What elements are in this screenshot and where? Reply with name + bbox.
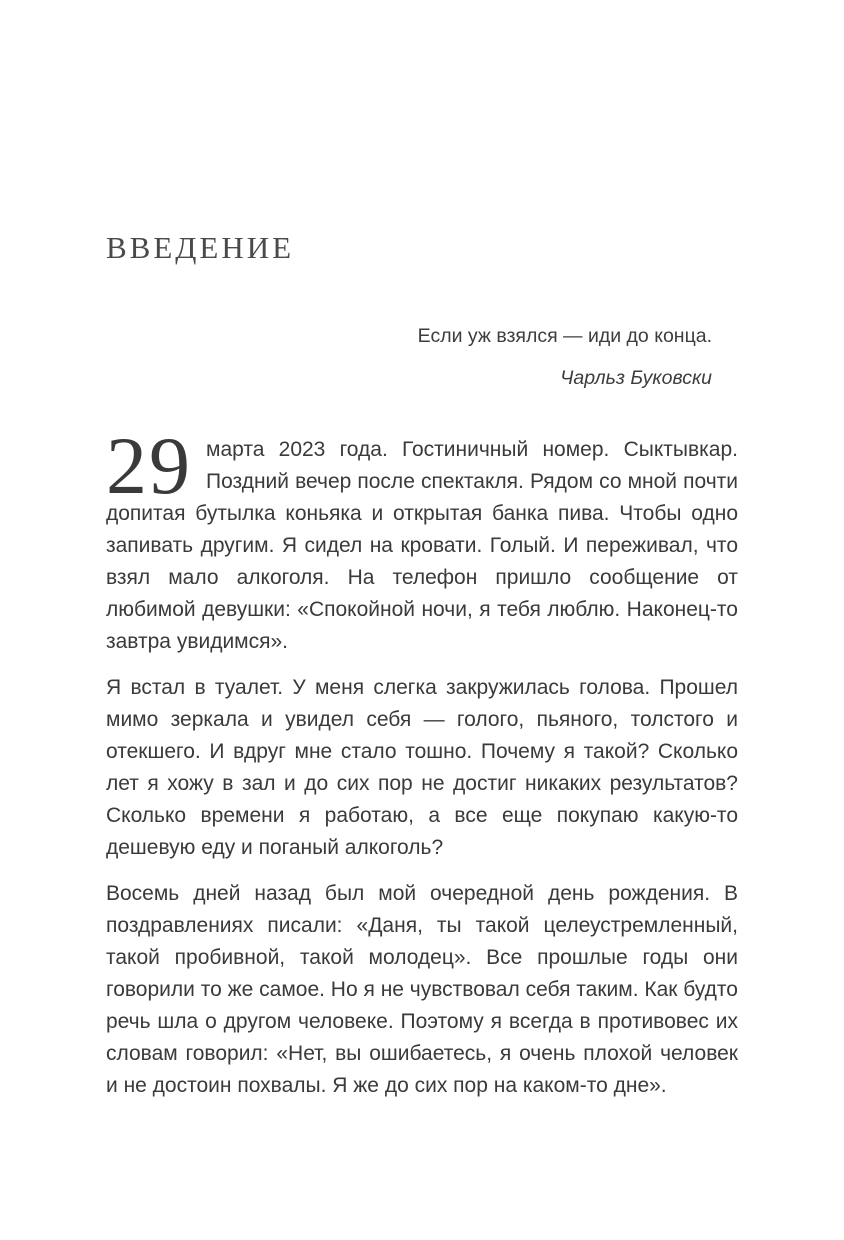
paragraph-first bbox=[106, 420, 738, 658]
paragraph: Восемь дней назад был мой очередной день рождения. В поздравлениях писали: «Даня, ты такой целеустремленный, такой пробивной, такой молодец». Все прошлые годы они говорили то же самое. Но я не чувствовал себя таким. Как будто речь шла о другом человеке. Поэтому я всегда в противовес их словам говорил: «Нет, вы ошибаетесь, я очень плохой человек и не достоин похвалы. Я же до сих пор на каком-то дне». bbox=[106, 882, 738, 1097]
epigraph-quote: Если уж взялся — иди до конца. bbox=[417, 325, 712, 347]
chapter-title: ВВЕДЕНИЕ bbox=[106, 230, 295, 265]
epigraph-author: Чарльз Буковски bbox=[560, 367, 712, 389]
epigraph bbox=[106, 322, 738, 392]
paragraph-text: марта 2023 года. Гостиничный номер. Сыктывкар. Поздний вечер после спектакля. Рядом со мной почти допитая бутылка коньяка и открытая банка пива. Чтобы одно запивать другим. Я сидел на кровати. Голый. И переживал, что взял мало алкоголя. На телефон пришло сообщение от любимой девушки: «Спокойной ночи, я тебя люблю. Наконец-то завтра увидимся». bbox=[106, 438, 738, 653]
paragraph: Я встал в туалет. У меня слегка закружилась голова. Прошел мимо зеркала и увидел себя — голого, пьяного, толстого и отекшего. И вдруг мне стало тошно. Почему я такой? Сколько лет я хожу в зал и до сих пор не достиг никаких результатов? Сколько времени я работаю, а все еще покупаю какую-то дешевую еду и поганый алкоголь? bbox=[106, 676, 738, 859]
body-text bbox=[106, 420, 738, 1102]
dropcap-number: 29 bbox=[106, 420, 192, 511]
